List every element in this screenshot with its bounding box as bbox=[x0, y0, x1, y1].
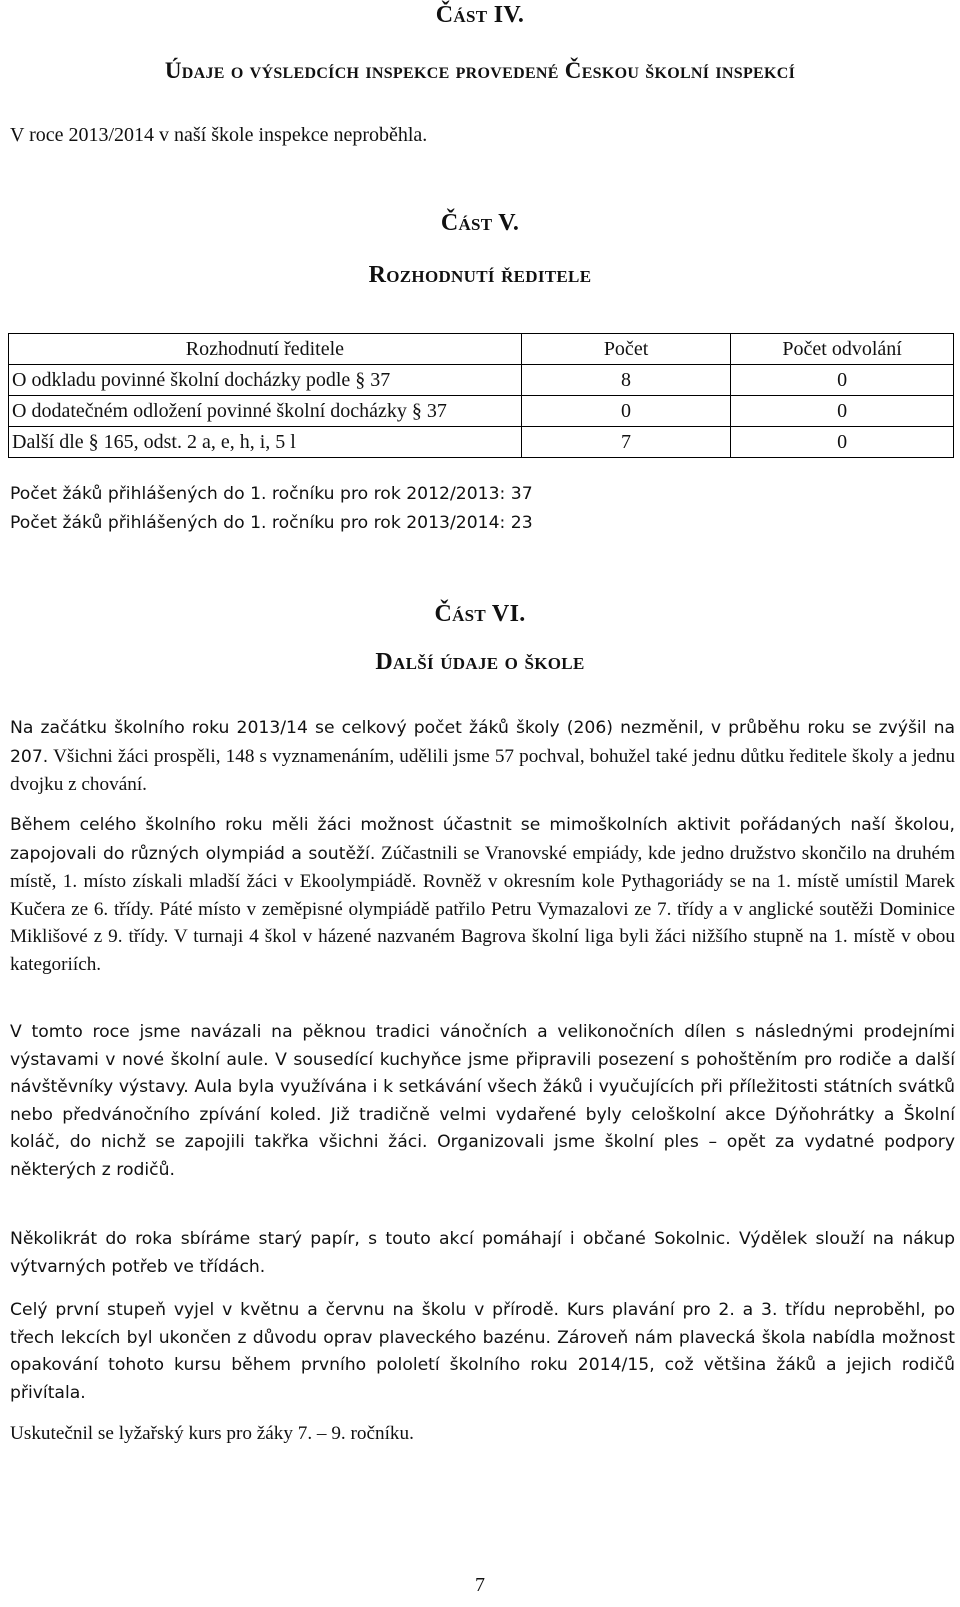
table-row bbox=[9, 427, 954, 458]
table-header-cell: Počet bbox=[521, 334, 731, 365]
paragraph-activities-part1: Během celého školního roku měli žáci možnost účastnit se mimoškolních aktivit pořádaných naší školou, zapojovali do různých olympiád a soutěží. bbox=[10, 815, 955, 864]
paragraph-ski-course: Uskutečnil se lyžařský kurs pro žáky 7. – 9. ročníku. bbox=[10, 1423, 414, 1444]
part6-title: Další údaje o škole bbox=[375, 649, 585, 675]
page-number: 7 bbox=[475, 1574, 485, 1596]
table-cell: O odkladu povinné školní docházky podle § 37 bbox=[9, 365, 522, 396]
paragraph-school-in-nature: Celý první stupeň vyjel v květnu a červnu na školu v přírodě. Kurs plavání pro 2. a 3. třídu neproběhl, po třech lekcích byl ukončen z důvodu oprav plaveckého bazénu. Zároveň nám plavecká škola nabídla možnost opakování tohoto kursu během prvního pololetí školního roku 2014/15, což většina žáků a jejich rodičů přivítala. bbox=[10, 1300, 955, 1403]
decisions-table bbox=[8, 333, 954, 458]
table-cell: 0 bbox=[731, 396, 954, 427]
part5-title: Rozhodnutí ředitele bbox=[368, 262, 592, 288]
table-cell: 0 bbox=[731, 427, 954, 458]
table-cell: 7 bbox=[521, 427, 731, 458]
paragraph-activities bbox=[10, 811, 955, 979]
enrolled-2012: Počet žáků přihlášených do 1. ročníku pro rok 2012/2013: 37 bbox=[10, 484, 533, 504]
table-header-row bbox=[9, 334, 954, 365]
paragraph-paper-collection: Několikrát do roka sbíráme starý papír, s touto akcí pomáhají i občané Sokolnic. Výdělek slouží na nákup výtvarných potřeb ve třídách. bbox=[10, 1229, 955, 1277]
paragraph-pupils-part2: Všichni žáci prospěli, 148 s vyznamenáním, udělili jsme 57 pochval, bohužel také jednu důtku ředitele školy a jednu dvojku z chování. bbox=[10, 745, 955, 796]
enrolled-2013: Počet žáků přihlášených do 1. ročníku pro rok 2013/2014: 23 bbox=[10, 513, 533, 533]
part5-heading: Část V. bbox=[440, 210, 520, 236]
table-cell: Další dle § 165, odst. 2 a, e, h, i, 5 l bbox=[9, 427, 522, 458]
table-row bbox=[9, 365, 954, 396]
part4-heading: Část IV. bbox=[435, 2, 525, 28]
table-row bbox=[9, 396, 954, 427]
table-cell: 0 bbox=[521, 396, 731, 427]
table-cell: 0 bbox=[731, 365, 954, 396]
part6-heading: Část VI. bbox=[434, 601, 526, 627]
paragraph-traditions: V tomto roce jsme navázali na pěknou tradici vánočních a velikonočních dílen s následnými prodejními výstavami v nové školní aule. V sousedící kuchyňce jsme připravili posezení s pohoštěním pro rodiče a další návštěvníky výstavy. Aula byla využívána i k setkávání všech žáků i vyučujících při příležitosti státních svátků nebo předvánočního zpívání koled. Již tradičně velmi vydařené byly celoškolní akce Dýňohrátky a Školní koláč, do nichž se zapojili takřka všichni žáci. Organizovali jsme školní ples – opět za vydatné podpory některých z rodičů. bbox=[10, 1022, 955, 1180]
paragraph-pupils bbox=[10, 714, 955, 799]
paragraph-activities-part2: Zúčastnili se Vranovské empiády, kde jedno družstvo skončilo na druhém místě, 1. místo získali mladší žáci v Ekoolympiádě. Rovněž v okresním kole Pythagoriády se na 1. místě umístil Marek Kučera ze 6. třídy. Páté místo v zeměpisné olympiádě patřilo Petru Vymazalovi ze 7. třídy a v anglické soutěži Dominice Miklišové z 9. třídy. V turnaji 4 škol v házené nazvaném Bagrova školní liga byli žáci nižšího stupně na 1. místě v obou kategoriích. bbox=[10, 842, 955, 975]
part4-text: V roce 2013/2014 v naší škole inspekce neproběhla. bbox=[10, 124, 428, 146]
table-header-cell: Rozhodnutí ředitele bbox=[9, 334, 522, 365]
part4-title: Údaje o výsledcích inspekce provedené Českou školní inspekcí bbox=[164, 58, 796, 83]
table-header-cell: Počet odvolání bbox=[731, 334, 954, 365]
table-cell: O dodatečném odložení povinné školní docházky § 37 bbox=[9, 396, 522, 427]
paragraph-pupils-part1: Na začátku školního roku 2013/14 se celkový počet žáků školy (206) nezměnil, v průběhu roku se zvýšil na 207. bbox=[10, 718, 955, 767]
table-cell: 8 bbox=[521, 365, 731, 396]
